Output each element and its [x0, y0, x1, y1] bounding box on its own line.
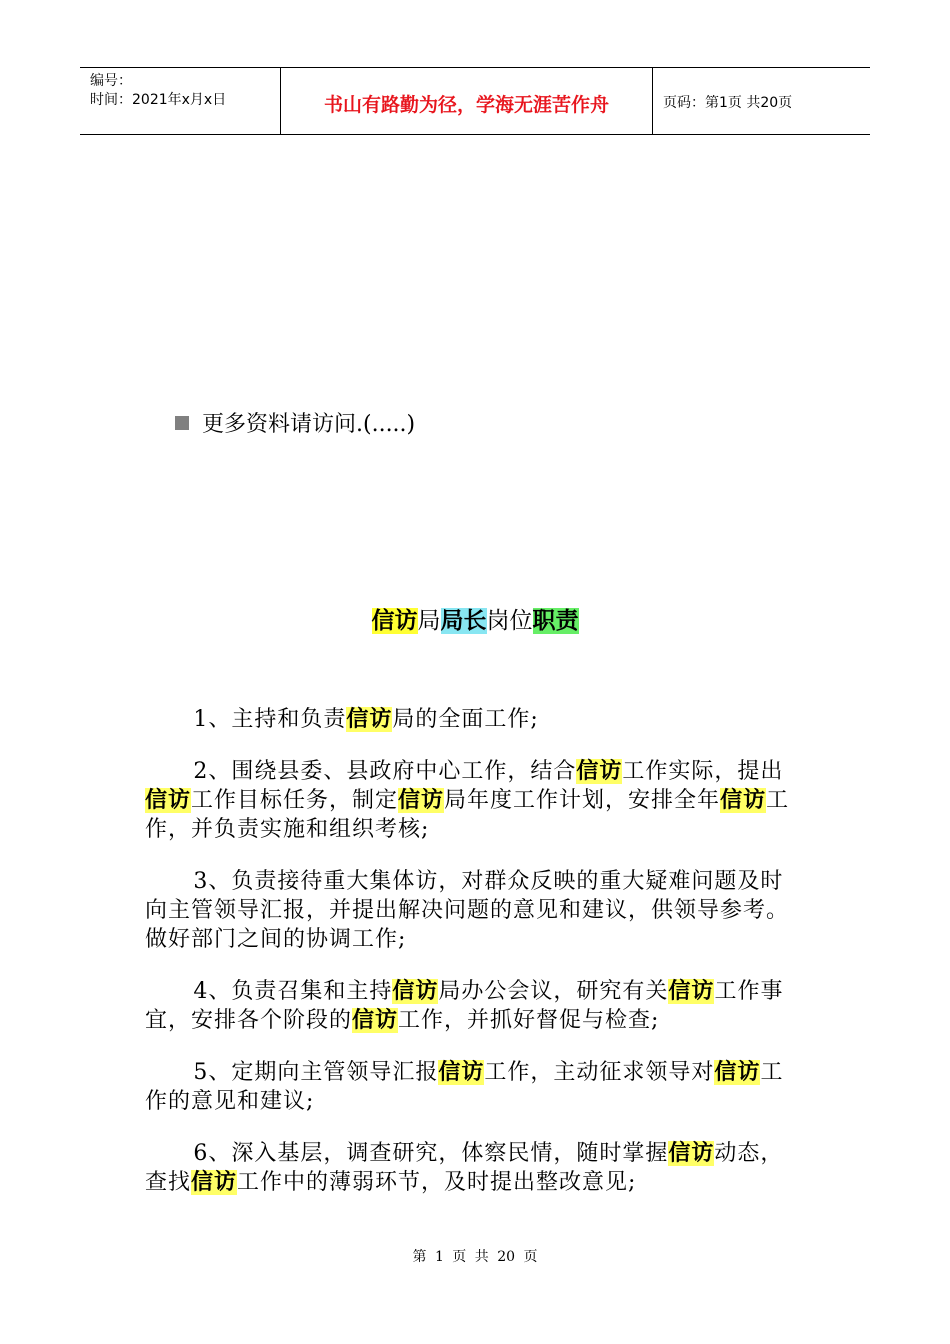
serial-number-label: 编号： — [90, 73, 132, 89]
paragraph-text: 2、围绕县委、县政府中心工作，结合 — [193, 759, 577, 784]
paragraph-text: 4、负责召集和主持 — [193, 979, 393, 1004]
paragraph-text: 工作中的薄弱环节，及时提出整改意见; — [237, 1170, 637, 1195]
page-footer: 第 1 页 共 20 页 — [412, 1249, 538, 1265]
paragraph-text: 局办公会议，研究有关 — [438, 979, 669, 1004]
header-page-info: 页码：第1页 共20页 — [663, 95, 793, 111]
keyword-highlight: 信访 — [668, 1141, 715, 1166]
duty-paragraph — [145, 977, 805, 1035]
document-title — [0, 603, 950, 639]
duty-paragraph — [145, 757, 805, 844]
paragraph-text: 局的全面工作; — [392, 707, 539, 732]
header-motto: 书山有路勤为径，学海无涯苦作舟 — [281, 68, 653, 134]
paragraph-text: 5、定期向主管领导汇报 — [193, 1060, 439, 1085]
duty-paragraph — [145, 1139, 805, 1197]
date-label: 时间：2021年x月x日 — [90, 92, 227, 108]
duty-paragraph — [145, 705, 805, 734]
paragraph-text: 6、深入基层，调查研究，体察民情，随时掌握 — [193, 1141, 669, 1166]
title-part-1: 信访 — [371, 608, 418, 634]
more-info-line — [175, 407, 415, 438]
duty-paragraph — [145, 1058, 805, 1116]
paragraph-text: 1、主持和负责 — [193, 707, 347, 732]
keyword-highlight: 信访 — [438, 1060, 485, 1085]
paragraph-text: 局年度工作计划，安排全年 — [444, 788, 721, 813]
title-part-4: 岗位 — [486, 608, 533, 634]
keyword-highlight: 信访 — [191, 1170, 238, 1195]
keyword-highlight: 信访 — [346, 707, 393, 732]
keyword-highlight: 信访 — [576, 759, 623, 784]
more-info-text: 更多资料请访问.(.....) — [202, 412, 416, 437]
keyword-highlight: 信访 — [352, 1008, 399, 1033]
title-part-5: 职责 — [532, 608, 579, 634]
duty-paragraph — [145, 867, 805, 954]
keyword-highlight: 信访 — [392, 979, 439, 1004]
document-body — [145, 705, 805, 1220]
title-part-3: 局长 — [440, 608, 487, 634]
keyword-highlight: 信访 — [398, 788, 445, 813]
paragraph-text: 工作，并负责实施和组织考核; — [145, 788, 790, 842]
paragraph-text: 工作，并抓好督促与检查; — [398, 1008, 660, 1033]
paragraph-text: 工作的意见和建议; — [145, 1060, 784, 1114]
keyword-highlight: 信访 — [668, 979, 715, 1004]
header-meta — [80, 68, 281, 134]
paragraph-text: 动态，查找 — [145, 1141, 784, 1195]
keyword-highlight: 信访 — [720, 788, 767, 813]
paragraph-text: 工作事宜，安排各个阶段的 — [145, 979, 784, 1033]
paragraph-text: 工作实际，提出 — [622, 759, 784, 784]
keyword-highlight: 信访 — [145, 788, 192, 813]
page-header — [80, 67, 870, 135]
keyword-highlight: 信访 — [714, 1060, 761, 1085]
paragraph-text: 3、负责接待重大集体访，对群众反映的重大疑难问题及时向主管领导汇报，并提出解决问题的意见和建议，供领导参考。做好部门之间的协调工作; — [145, 869, 790, 952]
title-part-2: 局 — [417, 608, 441, 634]
paragraph-text: 工作目标任务，制定 — [191, 788, 399, 813]
square-bullet-icon — [175, 416, 189, 430]
paragraph-text: 工作，主动征求领导对 — [484, 1060, 715, 1085]
